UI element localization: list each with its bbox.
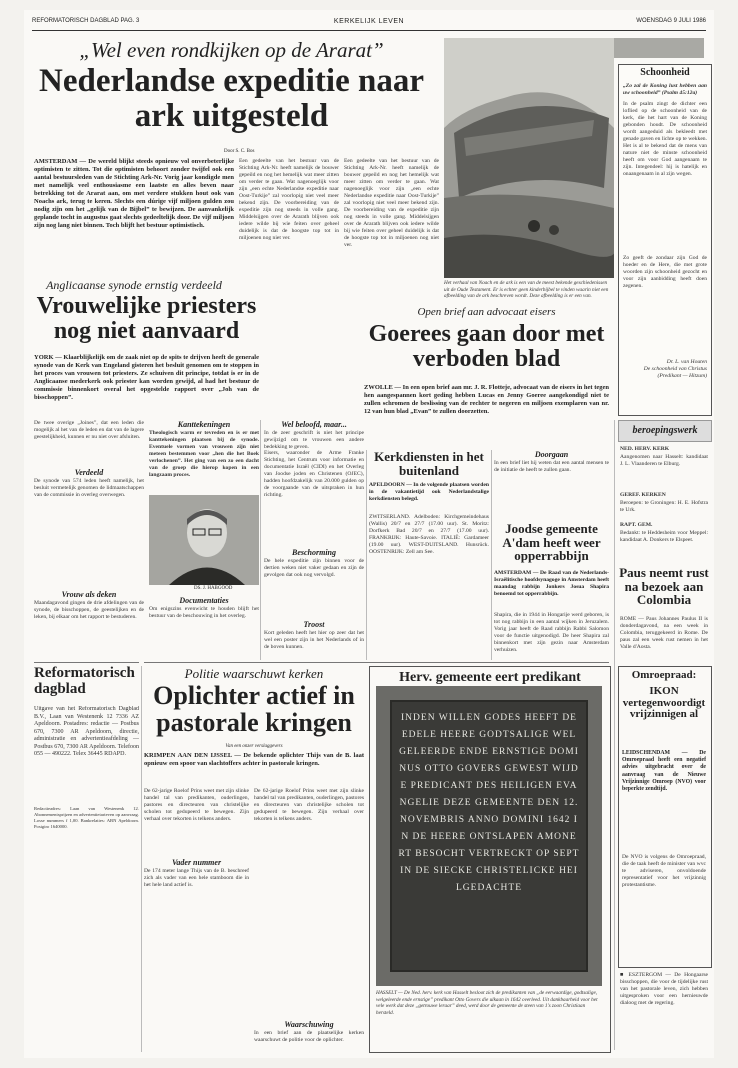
divider-politie (144, 662, 609, 663)
habgood-caption: DS. J. HABGOOD (194, 586, 233, 591)
herv-title: Herv. gemeente eert predikant (399, 670, 581, 685)
politie-body-3: In een brief aan de plaatselijke kerken waarschuwt de politie voor de oplichter. (254, 1030, 364, 1043)
schoonheid-body-2: Zo geeft de zondaar zijn God de hoeder en de Here, die met grote woorden zijn schoonheid gezocht en voor zijn aanbidding heeft doen zegenen. (623, 254, 707, 289)
anglican-kant-body: Theologisch warm er tevreden en is er met kanttekeningen plaatsen bij de synode. Eventuele vormen van vrouwen zijn niet meteen bestemmen voor „hen die het Boek verlochenen”. Het ging van een zo een dacht van de groep die hierop kopen in een langzaam proces. (149, 430, 259, 478)
header-left: REFORMATORISCH DAGBLAD PAG. 3 (32, 18, 140, 24)
ark-byline: Door S. C. Bos (224, 149, 255, 154)
beroeping-h1: NED. HERV. KERK (620, 446, 670, 452)
goerees-lead: ZWOLLE — In een open brief aan mr. J. R. Flotteje, advocaat van de eisers in het tegen hen aangespannen kort geding hebben Lucas en Jenny Goeree aangekondigd niet te zullen schromen de beslissing van de rechter te negeren en miljoen exemplaren van nr. 12 van hun blad „Evan” te zullen doorzetten. (364, 384, 609, 415)
goerees-sub-doorgaan: Doorgaan (534, 450, 569, 459)
kerk-body: ZWITSERLAND. Adelboden: Kirchgemeindehaus (Wallis) 20/7 en 27/7 (17.00 uur). St. Moritz: Dorfkerk Bad 20/7 en 27/7 (17.00 uur). FRANKRIJK: Haute-Savoie. ITALIË: Gardameer (19.00 uur). WEST-DUITSLAND. Hunsrück. OOSTENRIJK: Zell am See. (369, 514, 489, 555)
goerees-body-4: In een brief liet hij weten dat een aantal mensen te de initiatie de heeft te zullen gaan. (494, 460, 609, 473)
herv-plaque-photo (376, 686, 602, 986)
col-rule (366, 450, 367, 660)
portrait-illustration (149, 495, 259, 585)
schoonheid-body: In de psalm zingt de dichter een loflied op de schoonheid van de kerk, die het hart van de Koning gebonden houdt. De schoonheid wordt aangeduid als bekleedt met genade gaven en lichte op te wekken. Het is al te bekend dat de mens van nature niet de minste schoonheid heeft om voor God aangenaam te zijn. Integendeel: hij is hatelijk en onaangenaam in al zijn wegen. (623, 100, 707, 177)
kerk-lead: APELDOORN — In de volgende plaatsen worden in de vakantietijd ook Nederlandstalige kerkdiensten belegd. (369, 482, 489, 502)
beroeping-b2: Beroepen: te Groningen: H. E. Hofstra te Urk. (620, 500, 708, 513)
section-title: KERKELIJK LEVEN (333, 18, 405, 25)
anglican-kicker: Anglicaanse synode ernstig verdeeld (46, 278, 222, 292)
politie-lead: KRIMPEN AAN DEN IJSSEL — De bekende oplichter Thijs van de B. laat opnieuw een spoor van slachtoffers achter in pastorale kringen. (144, 752, 364, 767)
ark-photo-top-strip (614, 38, 704, 58)
anglican-lead: YORK — Klaarblijkelijk om de zaak niet op de spits te drijven heeft de generale synode van de Kerk van Engeland gisteren het besluit genomen om te stoppen in het proces van vrouwen tot priesters. Ze schuiven dit principe, totdat is er in de Anglicaanse mederkerk ook priester kan worden gewijd, al had het bestuur de commissie binnenkort overal het opgestelde rapport over „Joh van de bisschoppen”. (34, 354, 259, 401)
anglican-body: De twee overige „Joines”, dat een leden die mogelijk al het van de leden en dat van de lagere geestelijkheid, kunnen er nu niet over afsluiten. (34, 420, 144, 440)
ark-headline: Nederlandse expeditie naar ark uitgesteld (39, 63, 424, 134)
schoonheid-verse: „Zo zal de Koning lust hebben aan uw schoonheid” (Psalm 45:12a) (623, 82, 707, 96)
beroeping-h2: GEREF. KERKEN (620, 492, 666, 498)
politie-body-2: De 174 meter lange Thijs van de B. beschreef zich als vader van een hele stamboom die in het hele land actief is. (144, 868, 249, 888)
omroep-kicker: Omroepraad: (631, 669, 697, 681)
omroep-lead: LEIDSCHENDAM — De Omroepraad heeft een negatief advies uitgebracht over de aanvraag van de Nieuwe Vrijzinnige Omroep (NVO) voor beperkte zendtijd. (622, 750, 706, 793)
goerees-kicker: Open brief aan advocaat eisers (417, 306, 556, 318)
anglican-doc-body: Om enigszins evenwicht te houden blijft het bestuur van de beschouwing in het overleg. (149, 606, 259, 619)
schoonheid-signature-line2: De schoonheid van Christus (643, 365, 707, 372)
newspaper-page (24, 10, 714, 1058)
goerees-body-3: Kort geleden heeft het hier op zeer dat het wel een poster zijn in het Nederlands of in de boven kunnen. (264, 630, 364, 650)
anglican-body-3: Maandagavond gingen de drie afdelingen van de synode, de bisschoppen, de geestelijken en de leken, bij elkaar om het rapport te bestuderen. (34, 600, 144, 620)
ark-photo-caption: Het verhaal van Noach en de ark is een van de meest bekende geschiedenissen uit de Oude Testament. Er is echter geen kinderbijbel te vinden waarin niet een afbeelding van de ark beschreven wordt. Deze afbeelding is er een van. (444, 280, 609, 299)
col-rule (614, 420, 615, 1050)
col-rule (491, 450, 492, 660)
rd-small: Redactieadres: Laan van Westenenk 12. Abonnementsprijzen en advertentietarieven op aanvraag. Losse nummers f 1,00. Bankrelaties: ABN Apeldoorn. Postgiro 1640000. (34, 806, 139, 829)
politie-sub-vader: Vader nummer (171, 858, 222, 867)
politie-kicker: Politie waarschuwt kerken (184, 666, 324, 681)
anglican-body-2: De synode van 574 leden heeft namelijk, het besluit vermetelijk genomen de lidmaatschappen van de commissie in overleg overwegen. (34, 478, 144, 498)
omroep-headline: IKON vertegenwoordigt vrijzinnigen al (622, 685, 706, 721)
anglican-sub-documentaties: Documentaties (179, 596, 229, 605)
rd-body: Uitgave van het Reformatorisch Dagblad B.V., Laan van Westenenk 12 7336 AZ Apeldoorn. Postadres: redactie — Postbus 670, 7300 AR Apeldoorn, directie, administratie en advertentieafdeling — Postbus 670, 7300 AR Apeldoorn. Telefoon 055 — 490222. Telex 36445 RDAPD. (34, 706, 139, 757)
joodse-lead: AMSTERDAM — De Raad van de Nederlands-Israëlitische hoofdsynagoge in Amsterdam heeft maandag rabbijn Jonkers Josua Shapira benoemd tot opperrabbijn. (494, 570, 609, 597)
plaque-inscription: INDEN WILLEN GODES HEEFT DE EDELE HEERE GODTSALIGE WELGELEERDE ENDE ERNSTIGE DOMINUS OTTO GOVERS GEWEST WIJDE PREDICANT DES HEILIGEN EVANGELIE DEZE GEMEENTE DEN 12. NOVEMBRIS ANNO DOMINI 1642 IN DE HEERE ONTSLAPEN AMONERT BESOCHT VERTRECKT OP SEPT IN DE SIECKE CHRISTELICKE HEILGEDACHTE (398, 713, 580, 893)
politie-headline: Oplichter actief in pastorale kringen (153, 681, 355, 738)
ark-kicker: „Wel even rondkijken op de Ararat” (79, 38, 384, 62)
goerees-sub-beschorming: Beschorming (291, 548, 336, 557)
anglican-belooft-body: In de zeer geschrift is niet het principe gewijzigd om te vrouwen een andere bedekking te geven. (264, 430, 364, 450)
divider-colophon (34, 662, 139, 663)
goerees-sub-troost: Troost (303, 620, 325, 629)
ark-body-col2: Een gedeelte van het bestuur van de Stichting Ark-Nr. heeft namelijk de bouwer gepeild en nog het hemelijk wat meer zitten om verder te gaan. Wat nagenoeglijk voor zijn „een echte Nederlandse expeditie naar Oost-Turkije” zal voorlopig niet veel meer bekend zijn. De voorbereiding van de expeditie zijn nog steeds in volle gang. Middelsijgen over de Ararath blijven ook iedere wilde bij wie feiten over geheel duidelijk is dat de hoogste top tot in miljoenen nog niet ver. (344, 158, 439, 248)
politie-body: De 62-jarige Roelof Prins weet met zijn slinke handel tal van predikanten, ouderlingen, pastores en directeuren van christelijke scholen tot gedupeerd te bewegen. Zijn verhaal over tekorten is telkens anders. (144, 788, 249, 822)
schoonheid-title: Schoonheid (640, 67, 690, 78)
goerees-body: Eisers, waaronder de Arme Franke Stichting, het Centrum voor informatie en documentatie Israël (CIDI) en het Overleg van Joodse joden en Christenen (OJEC), hadden hoofdzakelijk van 20.000 gulden op de voorgaande van de uitspraken in hun richting. (264, 450, 364, 498)
beroeping-h3: RAPT. GEM. (620, 522, 653, 528)
anglican-sub-belooft: Wel beloofd, maar... (281, 420, 347, 429)
col-rule (260, 420, 261, 660)
kerk-headline: Kerkdiensten in het buitenland (374, 449, 484, 478)
ark-illustration (444, 38, 614, 278)
anglican-sub-vrouw: Vrouw als deken (61, 590, 117, 599)
politie-sub-waarschuwing: Waarschuwing (284, 1020, 334, 1029)
joodse-body: Shapira, die in 1944 in Hongarije werd geboren, is tot nog rabbijn in een aantal wijken in Jeruzalem. Vorig jaar heeft de Raad rabbijn Rabbi Salomon voor de functie uitgenodigd. De heer Shapira zal binnenkort met zijn gezin naar Amsterdam verhuizen. (494, 612, 609, 653)
beroeping-b1: Aangenomen naar Hasselt: kandidaat J. L. Vlaanderen te Elburg. (620, 454, 708, 467)
beroeping-b3: Bedankt: te Heddesheim voor Meppel: kandidaat A. Donkers te Elspeet. (620, 530, 708, 543)
politie-body-col2: De 62-jarige Roelof Prins weet met zijn slinke handel tal van predikanten, ouderlingen, pastores en directeuren van christelijke scholen tot gedupeerd te bewegen. Zijn verhaal over tekorten is telkens anders. (254, 788, 364, 822)
beroeping-banner: beroepingswerk (618, 420, 712, 442)
joodse-headline: Joodse gemeente A'dam heeft weer opperrabbijn (502, 521, 601, 564)
schoonheid-box (618, 64, 712, 416)
politie-byline: Van een onzer verslaggevers (225, 744, 283, 749)
goerees-body-2: De hele expeditie zijn binnen voor de dertien weken niet vaker gedaan en zijn de gevolgen dat ook nog vervolgd. (264, 558, 364, 578)
rd-title: Reformatorisch dagblad (34, 665, 135, 697)
goerees-headline: Goerees gaan door met verboden blad (368, 321, 605, 373)
header-rule (32, 30, 706, 31)
anglican-headline: Vrouwelijke priesters nog niet aanvaard (36, 293, 257, 345)
paus-body: ROME — Paus Johannes Paulus II is donderdagavond, na een week in Colombia, teruggekeerd in Rome. De paus zal een week rust nemen in het Valle d'Aosta. (620, 616, 708, 650)
schoonheid-signature-line3: (Predikant — Hitzum) (657, 372, 707, 379)
paus-headline: Paus neemt rust na bezoek aan Colombia (619, 565, 709, 608)
col-rule (141, 666, 142, 1052)
bottom-right-item: ■ ESZTERGOM — De Hongaarse bisschoppen, die voor de tijdelijke rust van het pastorale leven, zich hebben uitgesproken voor een hernieuwde dialoog met de regering. (620, 972, 708, 1006)
ark-photo (444, 38, 614, 278)
anglican-sub-kanttekeningen: Kanttekeningen (177, 420, 231, 429)
omroep-body: De NVO is volgens de Omroepraad, die de taak heeft de minister van wvc te adviseren, onvoldoende representatief voor het vrijzinnig protestantisme. (622, 854, 706, 888)
habgood-photo (149, 495, 259, 585)
herv-caption: HASSELT — De Ned. herv. kerk van Hasselt besloot zich de predikanten van „de eerwaardige, godtsalige, welgeleerde ende ernstige” predikant Otto Govers die ulkaan in 1642 overleed. Uit dankbaarheid voor het vele werk dat deze „getrouwe leraar” deed, werd door de gemeente de steen van 1's zoon Christiaan hersteld. (376, 990, 598, 1016)
schoonheid-signature: Dr. L. van Houten (666, 358, 707, 365)
ark-lead: AMSTERDAM — De wereld blijkt steeds opnieuw vol onverbeterlijke optimisten te zitten. Tot die optimisten behoort zonder twijfel ook een aantal bestuursleden van de Stichting Ark-Nr. Vorig jaar kondigde men met namelijk veel enthousiasme een laatste en alles beven naar betrekking tot de Ararat aan, om met verdere stukken hout ook van Noachs ark, terug te keren. Slechts een dúrige vijf miljoen gulden zou nodig zijn om het „gelijk van de Bijbel” te bewijzen. De aanvankelijk geplande tocht in augustus gaat slechts gedeeltelijk door. De vijf miljoen zijn nog lang niet binnen. Toch blijft het bestuur optimistisch. (34, 158, 234, 229)
anglican-sub-verdeeld: Verdeeld (74, 468, 104, 477)
page-header (32, 18, 706, 28)
ark-body-col1: Een gedeelte van het bestuur van de Stichting Ark-Nr. heeft namelijk de bouwer gepeild en nog het hemelijk wat meer zitten om verder te gaan. Wat nagenoeglijk voor zijn „een echte Nederlandse expeditie naar Oost-Turkije” zal voorlopig niet veel meer bekend zijn. De voorbereiding van de expeditie zijn nog steeds in volle gang. Middelsijgen over de Ararath blijven ook iedere wilde bij wie feiten over geheel duidelijk is dat de hoogste top tot in miljoenen nog niet ver. (239, 158, 339, 241)
header-right: WOENSDAG 9 JULI 1986 (636, 18, 706, 24)
